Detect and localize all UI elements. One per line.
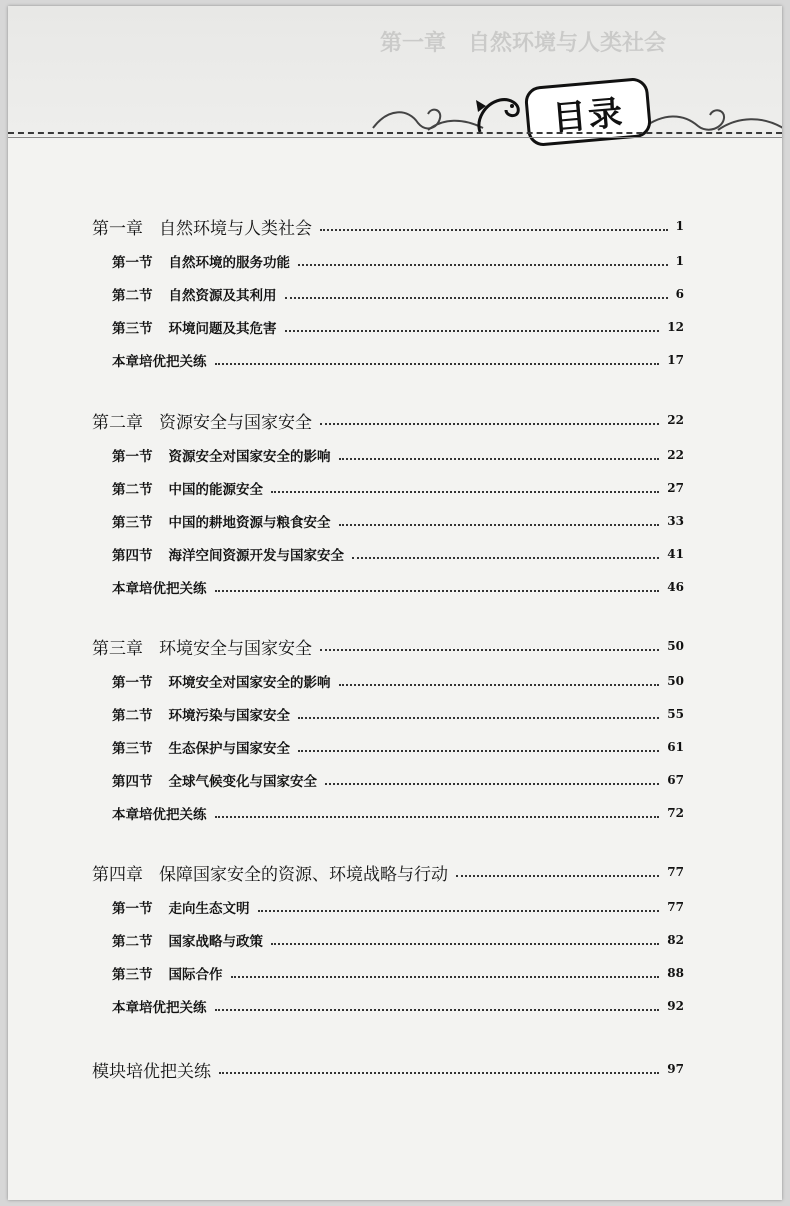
toc-entry-chapter[interactable] <box>92 633 684 659</box>
toc-entry-number: 第二章 <box>92 412 143 433</box>
toc-entry-title: 环境安全与国家安全 <box>159 638 312 659</box>
toc-entry-title: 国家战略与政策 <box>168 934 263 950</box>
toc-entry-section[interactable] <box>112 768 684 792</box>
toc-entry-title: 国际合作 <box>168 967 223 983</box>
toc-entry-number: 第一节 <box>112 901 153 917</box>
page <box>8 6 782 1200</box>
toc-entry-number: 第二节 <box>112 482 153 498</box>
toc-leader-dots <box>215 816 660 818</box>
toc-entry-chapter[interactable] <box>92 213 684 239</box>
toc-entry-section[interactable] <box>112 249 684 273</box>
toc-entry-section[interactable] <box>112 282 684 306</box>
toc-entry-title: 本章培优把关练 <box>112 1000 207 1016</box>
toc-page-number: 22 <box>667 448 684 462</box>
toc-entry-title: 自然环境的服务功能 <box>168 255 290 271</box>
toc-page-number: 72 <box>667 806 684 820</box>
toc-leader-dots <box>285 330 660 332</box>
running-head-ghost: 第一章 自然环境与人类社会 <box>380 31 667 56</box>
toc-entry-number: 第三节 <box>112 321 153 337</box>
toc-page-number: 6 <box>675 287 684 301</box>
toc-leader-dots <box>215 363 660 365</box>
toc-entry-title: 资源安全与国家安全 <box>159 412 312 433</box>
table-of-contents <box>8 6 782 1200</box>
toc-page-number: 27 <box>667 481 684 495</box>
toc-entry-number: 第四节 <box>112 774 153 790</box>
toc-page-number: 46 <box>667 580 684 594</box>
toc-leader-dots <box>215 590 660 592</box>
toc-entry-number: 第三节 <box>112 967 153 983</box>
toc-entry-number: 第二节 <box>112 934 153 950</box>
toc-entry-title: 模块培优把关练 <box>92 1061 211 1082</box>
toc-entry-title: 本章培优把关练 <box>112 354 207 370</box>
toc-entry-title: 资源安全对国家安全的影响 <box>168 449 331 465</box>
toc-page-number: 33 <box>667 514 684 528</box>
toc-leader-dots <box>271 943 659 945</box>
toc-entry-chapter[interactable] <box>92 407 684 433</box>
toc-page-number: 77 <box>667 900 684 914</box>
toc-entry-number: 第一章 <box>92 218 143 239</box>
toc-entry-number: 第一节 <box>112 675 153 691</box>
toc-entry-number: 第四章 <box>92 864 143 885</box>
toc-entry-title: 海洋空间资源开发与国家安全 <box>168 548 344 564</box>
toc-title: 目录 <box>550 92 626 139</box>
toc-entry-number: 第二节 <box>112 708 153 724</box>
toc-entry-section[interactable] <box>112 895 684 919</box>
toc-leader-dots <box>215 1009 660 1011</box>
toc-entry-section[interactable] <box>112 476 684 500</box>
toc-entry-title: 中国的耕地资源与粮食安全 <box>168 515 331 531</box>
toc-leader-dots <box>298 717 659 719</box>
toc-leader-dots <box>258 910 660 912</box>
toc-leader-dots <box>298 750 659 752</box>
toc-entry-section[interactable] <box>112 443 684 467</box>
toc-entry-title: 本章培优把关练 <box>112 807 207 823</box>
toc-leader-dots <box>339 524 660 526</box>
toc-page-number: 92 <box>667 999 684 1013</box>
toc-page-number: 77 <box>667 865 684 879</box>
toc-leader-dots <box>339 458 660 460</box>
toc-page-number: 50 <box>667 674 684 688</box>
toc-page-number: 1 <box>675 219 684 233</box>
toc-entry-section[interactable] <box>112 735 684 759</box>
toc-entry-section[interactable] <box>112 542 684 566</box>
toc-entry-title: 中国的能源安全 <box>168 482 263 498</box>
toc-page-number: 17 <box>667 353 684 367</box>
toc-entry-title: 环境安全对国家安全的影响 <box>168 675 331 691</box>
toc-entry-number: 第三节 <box>112 741 153 757</box>
toc-entry-practice[interactable] <box>112 348 684 372</box>
toc-entry-title: 自然环境与人类社会 <box>159 218 312 239</box>
toc-entry-title: 保障国家安全的资源、环境战略与行动 <box>159 864 448 885</box>
toc-entry-number: 第一节 <box>112 449 153 465</box>
toc-entry-practice[interactable] <box>112 801 684 825</box>
toc-page-number: 82 <box>667 933 684 947</box>
toc-entry-number: 第一节 <box>112 255 153 271</box>
toc-entry-number: 第三章 <box>92 638 143 659</box>
toc-page-number: 67 <box>667 773 684 787</box>
toc-entry-number: 第三节 <box>112 515 153 531</box>
toc-entry-title: 走向生态文明 <box>168 901 250 917</box>
toc-leader-dots <box>456 875 659 877</box>
toc-entry-section[interactable] <box>112 702 684 726</box>
toc-leader-dots <box>339 684 660 686</box>
toc-entry-section[interactable] <box>112 315 684 339</box>
toc-leader-dots <box>325 783 659 785</box>
toc-page-number: 88 <box>667 966 684 980</box>
toc-leader-dots <box>231 976 660 978</box>
toc-entry-number: 第二节 <box>112 288 153 304</box>
toc-entry-module[interactable] <box>92 1056 684 1082</box>
toc-page-number: 50 <box>667 639 684 653</box>
toc-leader-dots <box>271 491 659 493</box>
toc-entry-title: 环境问题及其危害 <box>168 321 277 337</box>
toc-page-number: 41 <box>667 547 684 561</box>
toc-entry-number: 第四节 <box>112 548 153 564</box>
toc-page-number: 55 <box>667 707 684 721</box>
toc-entry-section[interactable] <box>112 928 684 952</box>
toc-leader-dots <box>320 229 668 231</box>
toc-entry-title: 全球气候变化与国家安全 <box>168 774 317 790</box>
toc-leader-dots <box>219 1072 659 1074</box>
toc-entry-title: 自然资源及其利用 <box>168 288 277 304</box>
toc-entry-chapter[interactable] <box>92 859 684 885</box>
toc-page-number: 22 <box>667 413 684 427</box>
toc-leader-dots <box>320 423 659 425</box>
toc-entry-section[interactable] <box>112 961 684 985</box>
toc-page-number: 97 <box>667 1062 684 1076</box>
toc-entry-practice[interactable] <box>112 575 684 599</box>
toc-entry-title: 环境污染与国家安全 <box>168 708 290 724</box>
toc-entry-section[interactable] <box>112 669 684 693</box>
toc-page-number: 12 <box>667 320 684 334</box>
toc-entry-section[interactable] <box>112 509 684 533</box>
toc-leader-dots <box>285 297 668 299</box>
toc-leader-dots <box>298 264 668 266</box>
toc-entry-practice[interactable] <box>112 994 684 1018</box>
toc-entry-title: 本章培优把关练 <box>112 581 207 597</box>
toc-entry-title: 生态保护与国家安全 <box>168 741 290 757</box>
toc-leader-dots <box>352 557 659 559</box>
toc-page-number: 61 <box>667 740 684 754</box>
toc-leader-dots <box>320 649 659 651</box>
toc-page-number: 1 <box>675 254 684 268</box>
